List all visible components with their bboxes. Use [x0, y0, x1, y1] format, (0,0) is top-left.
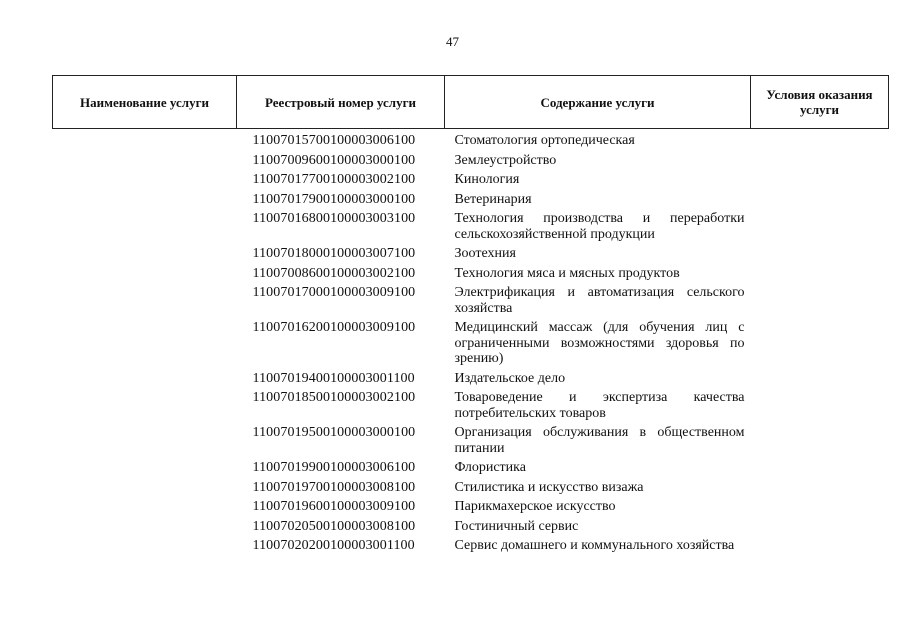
conditions-cell: [751, 538, 889, 558]
service-content-cell: Медицинский массаж (для обучения лиц с ограниченными возможностями здоровья по зрению): [454, 320, 745, 366]
name-cell: [53, 211, 237, 246]
registry-number-cell: 11007008600100003002100: [252, 265, 416, 281]
service-content-cell: Стоматология ортопедическая: [454, 133, 635, 148]
registry-number-cell: 11007019400100003001100: [252, 370, 415, 386]
table-body: [53, 129, 889, 558]
service-content-cell: Технология производства и переработки сельскохозяйственной продукции: [454, 211, 745, 242]
service-content-cell: Технология мяса и мясных продуктов: [454, 265, 680, 281]
service-content-cell: Зоотехния: [454, 246, 516, 261]
name-cell: [53, 192, 237, 212]
service-content-cell: Товароведение и экспертиза качества потребительских товаров: [454, 390, 745, 421]
registry-number-cell: 11007018000100003007100: [252, 246, 416, 261]
service-content-cell: Электрификация и автоматизация сельского хозяйства: [454, 285, 745, 316]
name-cell: [53, 266, 237, 286]
conditions-cell: [751, 285, 889, 320]
name-cell: [53, 371, 237, 391]
name-cell: [53, 246, 237, 266]
table-row: [53, 371, 889, 391]
table-row: [53, 266, 889, 286]
service-content-cell: Кинология: [454, 172, 520, 187]
name-cell: [53, 285, 237, 320]
name-cell: [53, 129, 237, 153]
service-content-cell: Гостиничный сервис: [454, 518, 579, 534]
name-cell: [53, 538, 237, 558]
service-content-cell: Парикмахерское искусство: [454, 499, 616, 514]
registry-number-cell: 11007009600100003000100: [252, 152, 416, 168]
name-cell: [53, 390, 237, 425]
service-content-cell: Издательское дело: [454, 370, 566, 386]
registry-number-cell: 11007019600100003009100: [252, 499, 416, 514]
conditions-cell: [751, 129, 889, 153]
table-row: [53, 425, 889, 460]
service-content-cell: Землеустройство: [454, 152, 557, 168]
registry-number-cell: 11007018500100003002100: [252, 390, 416, 405]
table-row: [53, 153, 889, 173]
name-cell: [53, 519, 237, 539]
conditions-cell: [751, 172, 889, 192]
conditions-cell: [751, 153, 889, 173]
table-row: [53, 499, 889, 519]
conditions-cell: [751, 266, 889, 286]
service-content-cell: Ветеринария: [454, 191, 532, 207]
table-row: [53, 480, 889, 500]
conditions-cell: [751, 390, 889, 425]
conditions-cell: [751, 320, 889, 371]
name-cell: [53, 153, 237, 173]
conditions-cell: [751, 460, 889, 480]
conditions-cell: [751, 371, 889, 391]
registry-number-cell: 11007015700100003006100: [252, 133, 416, 148]
table-row: [53, 172, 889, 192]
registry-number-cell: 11007017900100003000100: [252, 191, 416, 207]
service-content-cell: Организация обслуживания в общественном питании: [454, 425, 745, 456]
conditions-cell: [751, 519, 889, 539]
header-registry-number: Реестровый номер услуги: [237, 76, 445, 129]
name-cell: [53, 460, 237, 480]
table-row: [53, 211, 889, 246]
registry-number-cell: 11007019700100003008100: [252, 479, 416, 495]
service-content-cell: Стилистика и искусство визажа: [454, 479, 644, 495]
registry-number-cell: 11007016800100003003100: [252, 211, 416, 226]
table-row: [53, 460, 889, 480]
header-service-conditions: Условия оказания услуги: [751, 76, 889, 129]
table-row: [53, 129, 889, 153]
table-row: [53, 246, 889, 266]
registry-number-cell: 11007020200100003001100: [252, 538, 415, 553]
name-cell: [53, 320, 237, 371]
registry-number-cell: 11007016200100003009100: [252, 320, 416, 335]
registry-number-cell: 11007017700100003002100: [252, 172, 416, 187]
header-service-name: Наименование услуги: [53, 76, 237, 129]
conditions-cell: [751, 246, 889, 266]
name-cell: [53, 480, 237, 500]
service-content-cell: Флористика: [454, 460, 526, 475]
name-cell: [53, 499, 237, 519]
conditions-cell: [751, 192, 889, 212]
services-table: [52, 75, 889, 558]
conditions-cell: [751, 499, 889, 519]
conditions-cell: [751, 480, 889, 500]
table-row: [53, 192, 889, 212]
registry-number-cell: 11007019500100003000100: [252, 425, 416, 440]
table-row: [53, 390, 889, 425]
table-header-row: [53, 76, 889, 129]
conditions-cell: [751, 425, 889, 460]
registry-number-cell: 11007020500100003008100: [252, 518, 416, 534]
page-number: 47: [446, 34, 459, 49]
registry-number-cell: 11007019900100003006100: [252, 460, 416, 475]
table-row: [53, 538, 889, 558]
table-row: [53, 285, 889, 320]
header-service-content: Содержание услуги: [445, 76, 751, 129]
name-cell: [53, 425, 237, 460]
table-row: [53, 519, 889, 539]
service-content-cell: Сервис домашнего и коммунального хозяйства: [454, 538, 735, 553]
registry-number-cell: 11007017000100003009100: [252, 285, 416, 300]
conditions-cell: [751, 211, 889, 246]
table-row: [53, 320, 889, 371]
name-cell: [53, 172, 237, 192]
